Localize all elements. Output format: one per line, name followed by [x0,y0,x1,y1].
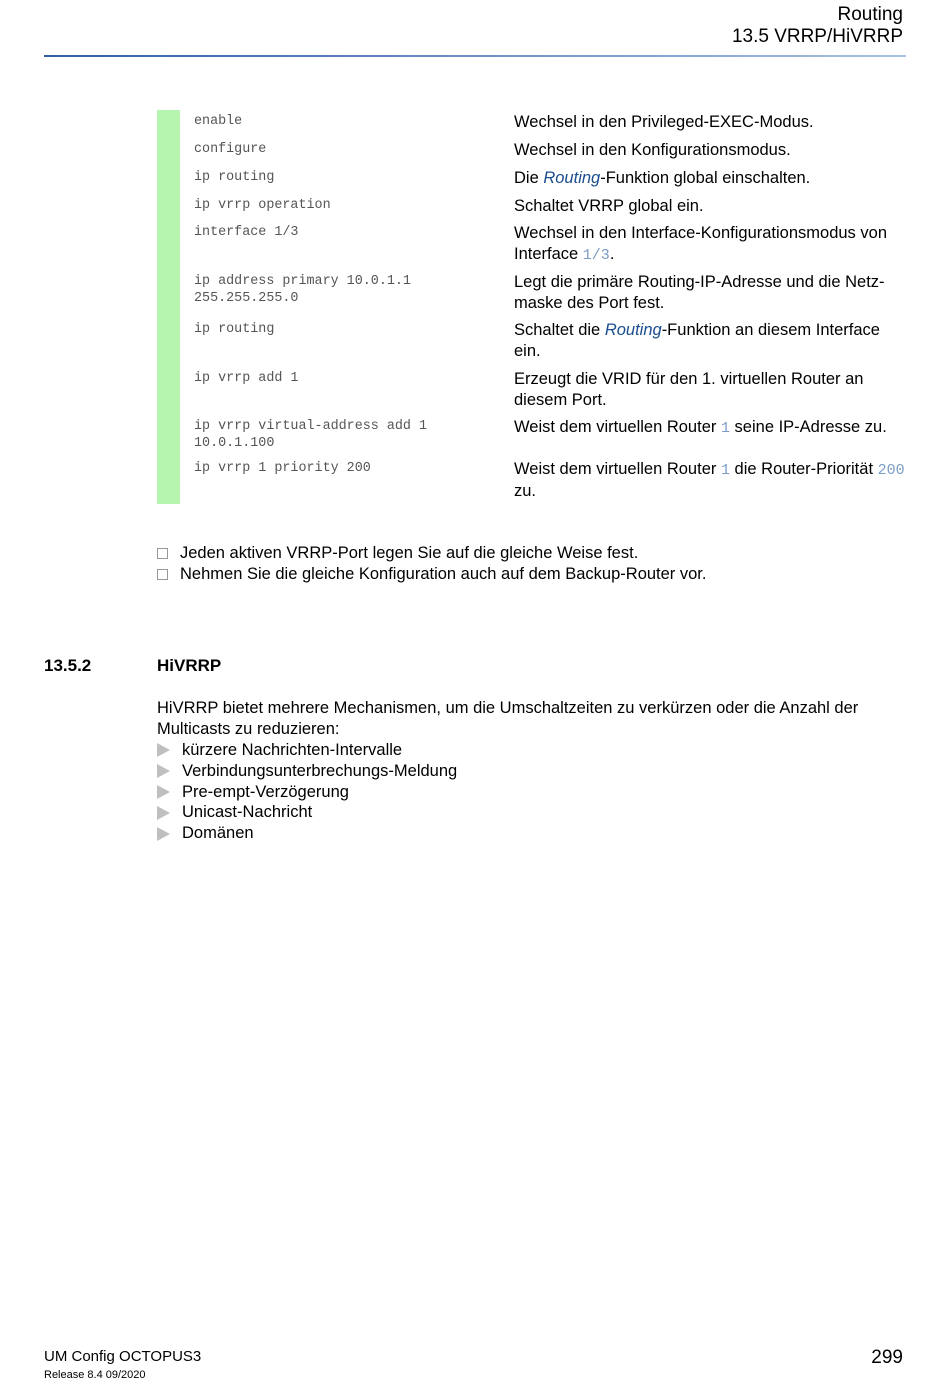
triangle-bullet-icon [157,764,170,778]
priority-value: 200 [877,462,905,479]
note-list [157,543,706,585]
list-item: Jeden aktiven VRRP-Port legen Sie auf die gleiche Weise fest. [157,543,706,564]
list-item: Unicast-Nachricht [157,802,457,823]
command-text: interface 1/3 [194,225,299,240]
command-table-marker [157,110,180,504]
command-description: Die Routing-Funktion global einschalten. [514,169,811,187]
page-footer [44,1348,201,1382]
command-description: Legt die primäre Routing-IP-Adresse und die Netz-maske des Port fest. [514,273,885,312]
command-description: Wechsel in den Interface-Konfigurationsmodus von Interface 1/3. [514,224,887,264]
command-text: configure [194,142,267,157]
mechanism-list [157,740,457,844]
triangle-bullet-icon [157,827,170,841]
section-title: HiVRRP [157,656,222,675]
command-text: ip vrrp 1 priority 200 [194,461,371,476]
footer-doc-title: UM Config OCTOPUS3 [44,1348,202,1365]
list-item: Pre-empt-Verzögerung [157,782,457,803]
list-item: Domänen [157,823,457,844]
footer-release: Release 8.4 09/2020 [44,1369,146,1381]
command-description: Wechsel in den Privileged-EXEC-Modus. [514,113,814,131]
triangle-bullet-icon [157,806,170,820]
header-titles [732,4,903,48]
command-text: enable [194,114,243,129]
command-description: Schaltet VRRP global ein. [514,197,704,215]
routing-term: Routing [543,169,601,187]
checkbox-square-icon [157,548,168,559]
router-id-value: 1 [720,420,730,437]
command-text: ip vrrp add 1 [194,371,299,386]
page-number: 299 [871,1347,903,1368]
section-intro: HiVRRP bietet mehrere Mechanismen, um die Umschaltzeiten zu verkürzen oder die Anzahl der Multicasts zu reduzieren: [157,699,859,738]
triangle-bullet-icon [157,743,170,757]
command-text: ip routing [194,322,275,337]
triangle-bullet-icon [157,785,170,799]
list-item: Verbindungsunterbrechungs-Meldung [157,761,457,782]
command-description: Weist dem virtuellen Router 1 seine IP-Adresse zu. [514,418,887,437]
command-description: Wechsel in den Konfigurationsmodus. [514,141,791,159]
header-divider [44,55,906,57]
header-chapter: Routing [837,4,903,25]
command-text: ip routing [194,170,275,185]
list-item: Nehmen Sie die gleiche Konfiguration auch auf dem Backup-Router vor. [157,564,706,585]
routing-term: Routing [604,321,662,339]
router-id-value: 1 [720,462,730,479]
command-description: Weist dem virtuellen Router 1 die Router-Priorität 200 zu. [514,460,905,500]
list-item: kürzere Nachrichten-Intervalle [157,740,457,761]
command-text: ip address primary 10.0.1.1 255.255.255.0 [194,274,411,306]
command-description: Schaltet die Routing-Funktion an diesem Interface ein. [514,321,880,360]
command-description: Erzeugt die VRID für den 1. virtuellen Router an diesem Port. [514,370,864,409]
command-text: ip vrrp operation [194,198,331,213]
interface-value: 1/3 [582,247,610,264]
section-number: 13.5.2 [44,656,92,675]
checkbox-square-icon [157,569,168,580]
header-section: 13.5 VRRP/HiVRRP [731,26,903,47]
command-text: ip vrrp virtual-address add 1 10.0.1.100 [194,419,428,451]
